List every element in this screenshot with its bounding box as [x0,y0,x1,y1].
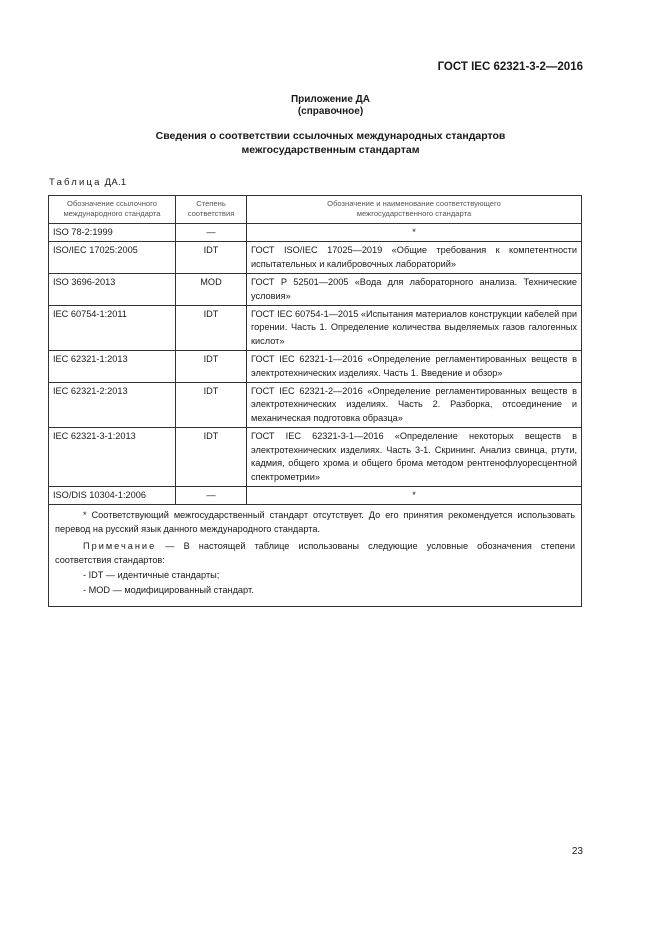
annex-title: Приложение ДА [290,94,371,105]
table-caption [49,177,127,188]
cell-national: ГОСТ IEC 62321-2—2016 «Определение регламентированных веществ в электротехнических изделиях. Часть 2. Разборка, отсоединение и механическая подготовка образца» [247,383,582,428]
document-code: ГОСТ IEC 62321-3-2—2016 [437,61,583,73]
cell-degree: IDT [176,306,247,351]
table-footnote: * Соответствующий межгосударственный стандарт отсутствует. До его принятия рекомендуется использовать перевод на русский язык данного международного стандарта. [55,510,575,534]
cell-national: ГОСТ IEC 62321-1—2016 «Определение регламентированных веществ в электротехнических изделиях. Часть 1. Введение и обзор» [247,351,582,383]
header-reference-line-2: международного стандарта [63,209,161,218]
header-national-line-2: межгосударственного стандарта [356,209,472,218]
cell-reference: ISO 3696-2013 [49,274,176,306]
header-degree [176,196,247,224]
cell-reference: ISO 78-2:1999 [49,224,176,242]
cell-national: * [247,486,582,504]
note-item: - MOD — модифицированный стандарт. [83,585,254,596]
cell-national: * [247,224,582,242]
table-row [49,428,582,487]
header-reference [49,196,176,224]
table-row [49,383,582,428]
cell-reference: IEC 62321-2:2013 [49,383,176,428]
header-degree-line-1: Степень [196,199,226,208]
notes-row [49,505,582,606]
standards-table [48,195,582,607]
cell-reference: IEC 62321-1:2013 [49,351,176,383]
cell-degree: MOD [176,274,247,306]
annex-subtitle: (справочное) [297,106,364,117]
cell-national: ГОСТ IEC 60754-1—2015 «Испытания материалов конструкции кабелей при горении. Часть 1. Определение количества выделяемых газов галогенных кислот» [247,306,582,351]
table-row [49,242,582,274]
cell-national: ГОСТ ISO/IEC 17025—2019 «Общие требования к компетентности испытательных и калибровочных лабораторий» [247,242,582,274]
header-national-line-1: Обозначение и наименование соответствующего [327,199,501,208]
table-note [55,540,575,567]
note-item: - IDT — идентичные стандарты; [83,569,220,580]
cell-reference: IEC 62321-3-1:2013 [49,428,176,487]
cell-degree: IDT [176,242,247,274]
table-caption-word: Таблица [49,177,102,188]
cell-reference: IEC 60754-1:2011 [49,306,176,351]
note-label: Примечание [83,541,157,552]
cell-degree: IDT [176,428,247,487]
header-degree-line-2: соответствия [187,209,235,218]
cell-degree: IDT [176,383,247,428]
cell-national: ГОСТ Р 52501—2005 «Вода для лабораторного анализа. Технические условия» [247,274,582,306]
cell-degree: — [176,486,247,504]
cell-reference: ISO/IEC 17025:2005 [49,242,176,274]
cell-degree: — [176,224,247,242]
note-text: — В настоящей таблице использованы следующие условные обозначения степени соответствия стандартов: [55,541,575,565]
header-national [247,196,582,224]
cell-national: ГОСТ IEC 62321-3-1—2016 «Определение некоторых веществ в электротехнических изделиях. Часть 3-1. Скрининг. Анализ свинца, ртути, кадмия, общего хрома и общего брома методом рентгенофлуоресцентной спектрометрии» [247,428,582,487]
section-heading [0,129,661,157]
table-row [49,306,582,351]
notes-cell [49,505,582,606]
header-reference-line-1: Обозначение ссылочного [67,199,157,208]
cell-degree: IDT [176,351,247,383]
table-row [49,274,582,306]
heading-line-2: межгосударственным стандартам [241,144,420,156]
table-row [49,486,582,504]
annex-block [0,94,661,118]
table-header-row [49,196,582,224]
table-row [49,224,582,242]
cell-reference: ISO/DIS 10304-1:2006 [49,486,176,504]
table-row [49,351,582,383]
table-caption-number: ДА.1 [104,177,127,188]
page-number: 23 [571,846,583,857]
heading-line-1: Сведения о соответствии ссылочных международных стандартов [155,130,506,142]
